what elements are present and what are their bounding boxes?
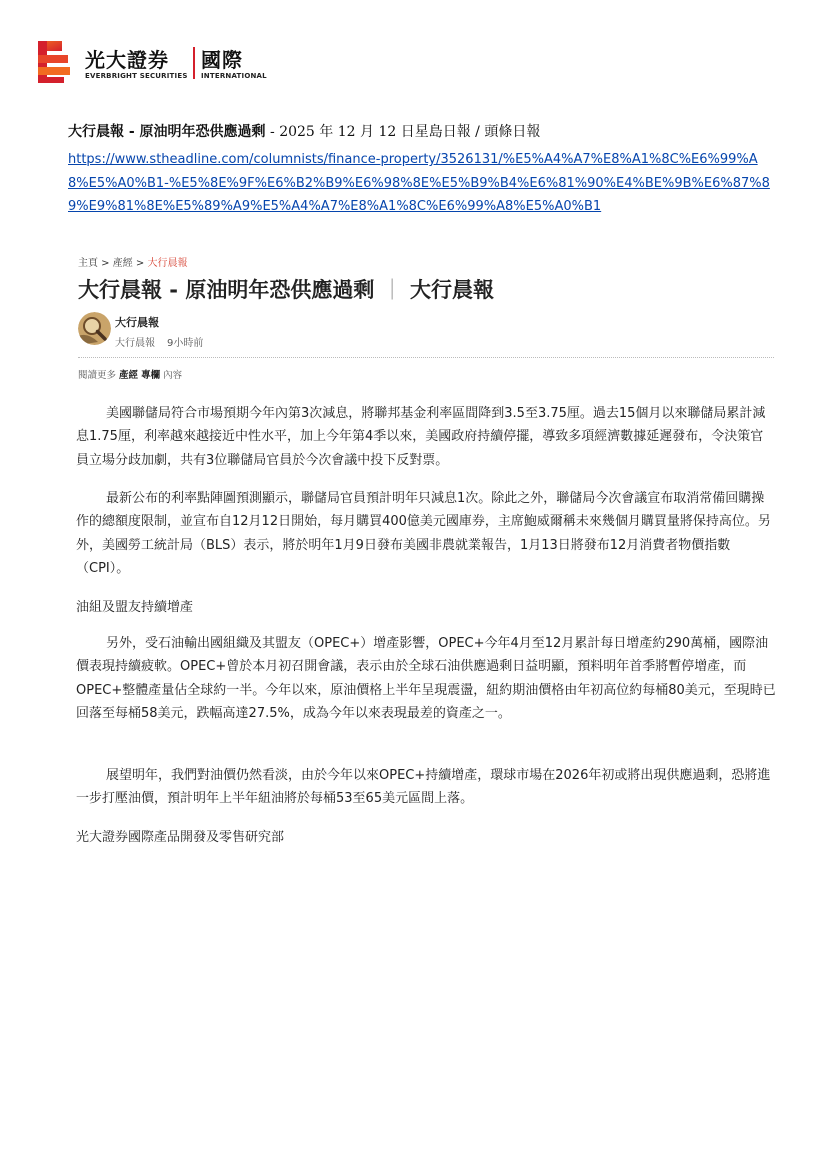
author-column-name: 大行晨報 [115, 338, 155, 349]
read-more-tags [78, 367, 182, 381]
magnifier-avatar-icon [78, 312, 111, 345]
document-title: 大行晨報 - 原油明年恐供應過剩 [68, 124, 266, 140]
document-source-meta: - 2025 年 12 月 12 日星島日報 / 頭條日報 [270, 124, 541, 140]
publish-time: 9小時前 [167, 338, 204, 349]
logo-name-en: EVERBRIGHT SECURITIES [85, 72, 188, 80]
author-meta [115, 334, 215, 349]
breadcrumb-home[interactable]: 主頁 [78, 258, 98, 269]
tag-link-finance[interactable]: 產經 [119, 370, 139, 381]
read-more-suffix: 內容 [160, 370, 183, 381]
logo-name-cn: 光大證券 [85, 48, 169, 72]
breadcrumb-separator: > [98, 258, 113, 269]
author-name[interactable]: 大行晨報 [115, 316, 159, 329]
article-paragraph: 美國聯儲局符合市場預期今年內第3次減息，將聯邦基金利率區間降到3.5至3.75厘。過去15個月以來聯儲局累計減息1.75厘，利率越來越接近中性水平，加上今年第4季以來，美國政府持續停擺，導致多項經濟數據延遲發布，令決策官員立場分歧加劇，共有3位聯儲局官員於今次會議中投下反對票。 [76, 406, 766, 468]
article-signature: 光大證券國際產品開發及零售研究部 [76, 830, 285, 845]
logo-name-cn-international: 國際 [201, 48, 243, 72]
article-paragraph: 另外，受石油輸出國組織及其盟友（OPEC+）增產影響，OPEC+今年4月至12月累計每日增產約290萬桶，國際油價表現持續疲軟。OPEC+曾於本月初召開會議，表示由於全球石油供應過剩日益明顯，預料明年首季將暫停增產，而OPEC+整體產量佔全球約一半。今年以來，原油價格上半年呈現震盪，紐約期油價格由年初高位約每桶80美元，至現時已回落至每桶58美元，跌幅高達27.5%，成為今年以來表現最差的資產之一。 [76, 636, 776, 721]
company-logo [38, 41, 288, 85]
divider [78, 357, 774, 358]
article-subheading: 油組及盟友持續增產 [76, 600, 194, 615]
author-avatar[interactable] [78, 312, 111, 345]
breadcrumb [78, 254, 188, 269]
article-title [78, 274, 494, 304]
read-more-prefix: 閱讀更多 [78, 370, 120, 381]
everbright-logo-icon [38, 41, 70, 83]
document-header [68, 122, 768, 142]
breadcrumb-separator: > [132, 258, 148, 269]
article-title-text: 大行晨報 - 原油明年恐供應過剩 [78, 278, 375, 302]
article-paragraph: 展望明年，我們對油價仍然看淡，由於今年以來OPEC+持續增產，環球市場在2026年初或將出現供應過剩，恐將進一步打壓油價，預計明年上半年紐油將於每桶53至65美元區間上落。 [76, 768, 771, 807]
breadcrumb-section[interactable]: 產經 [112, 258, 133, 269]
breadcrumb-current[interactable]: 大行晨報 [147, 258, 188, 269]
logo-name-en-international: INTERNATIONAL [201, 72, 267, 80]
article-paragraph: 最新公布的利率點陣圖預測顯示，聯儲局官員預計明年只減息1次。除此之外，聯儲局今次會議宣布取消常備回購操作的總額度限制，並宣布自12月12日開始，每月購買400億美元國庫券，主席鮑威爾稱未來幾個月購買量將保持高位。另外，美國勞工統計局（BLS）表示，將於明年1月9日發布美國非農就業報告，1月13日將發布12月消費者物價指數（CPI）。 [76, 491, 771, 576]
tag-link-column[interactable]: 專欄 [141, 370, 161, 381]
source-link[interactable]: https://www.stheadline.com/columnists/finance-property/3526131/%E5%A4%A7%E8%A1%8C%E6%99%A8%E5%A0%B1-%E5%8E%9F%E6%B2%B9%E6%98%8E%E5%B9%B4%E6%81%90%E4%BE%9B%E6%87%89%E9%81%8E%E5%89%A9%E5%A4%A7%E8%A1%8C%E6%99%A8%E5%A0%B1 [68, 152, 770, 215]
article-title-column: 大行晨報 [409, 278, 494, 302]
logo-divider [193, 47, 195, 79]
article-title-separator: ｜ [381, 278, 403, 302]
